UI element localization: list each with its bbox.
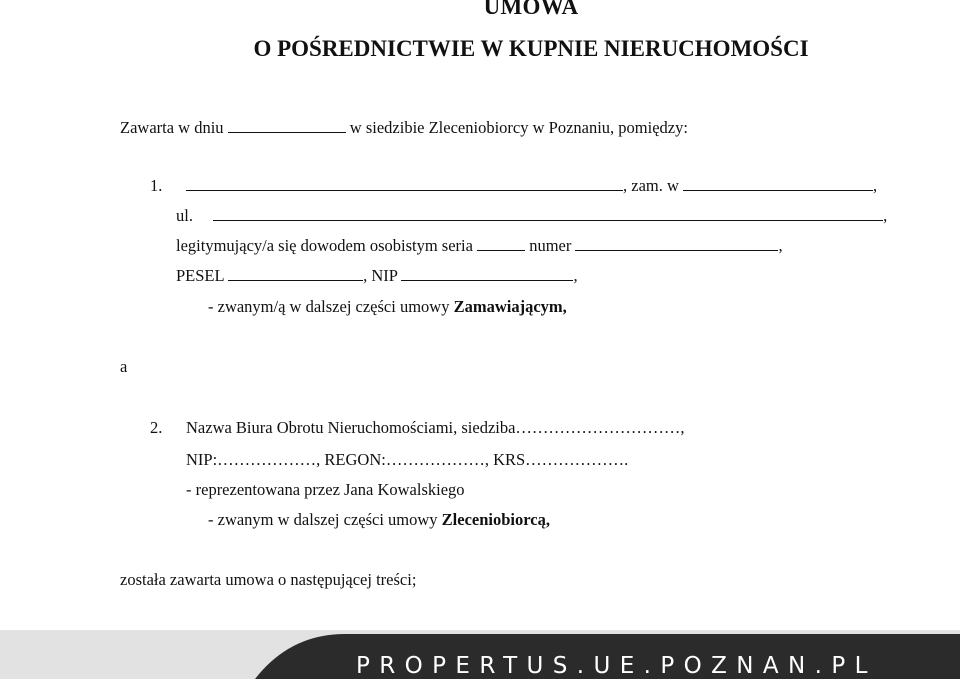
party1-pesel-line bbox=[176, 266, 578, 286]
id-number-blank bbox=[575, 237, 778, 251]
party2-number: 2. bbox=[150, 418, 163, 437]
id-prefix: legitymujący/a się dowodem osobistym seria bbox=[176, 236, 473, 255]
party1-name-line bbox=[186, 176, 877, 196]
party1-id-line bbox=[176, 236, 783, 256]
comma: , bbox=[573, 266, 578, 285]
document-title: UMOWA bbox=[483, 0, 579, 19]
party2-line3: - reprezentowana przez Jana Kowalskiego bbox=[186, 480, 465, 499]
intro-line bbox=[120, 118, 688, 138]
party2-line2: NIP:………………, REGON:………………, KRS………………. bbox=[186, 450, 629, 469]
comma: , bbox=[883, 206, 888, 225]
name-blank bbox=[186, 177, 623, 191]
ul-label: ul. bbox=[176, 206, 193, 225]
pesel-blank bbox=[228, 267, 363, 281]
role-name: Zamawiającym, bbox=[453, 297, 567, 316]
zam-label: , zam. w bbox=[623, 176, 679, 195]
closing-line: została zawarta umowa o następującej treści; bbox=[120, 570, 417, 589]
document-subtitle: O POŚREDNICTWIE W KUPNIE NIERUCHOMOŚCI bbox=[253, 36, 809, 61]
party1-street-line bbox=[176, 206, 887, 226]
pesel-label: PESEL bbox=[176, 266, 224, 285]
id-series-blank bbox=[477, 237, 525, 251]
numer-label: numer bbox=[529, 236, 572, 255]
role-prefix: - zwanym/ą w dalszej części umowy bbox=[208, 297, 450, 316]
role-name: Zleceniobiorcą, bbox=[441, 510, 550, 529]
nip-blank bbox=[401, 267, 573, 281]
footer-site-link[interactable]: PROPERTUS.UE.POZNAN.PL bbox=[356, 653, 877, 679]
party2-line1: Nazwa Biura Obrotu Nieruchomościami, siedziba…………………………, bbox=[186, 418, 685, 437]
conjunction: a bbox=[120, 357, 128, 376]
party1-role-line bbox=[208, 297, 567, 317]
intro-prefix: Zawarta w dniu bbox=[120, 118, 224, 137]
street-blank bbox=[213, 207, 883, 221]
party2-role-line bbox=[208, 510, 550, 530]
party1-number: 1. bbox=[150, 176, 163, 195]
intro-suffix: w siedzibie Zleceniobiorcy w Poznaniu, pomiędzy: bbox=[349, 118, 688, 137]
role-prefix: - zwanym w dalszej części umowy bbox=[208, 510, 438, 529]
city-blank bbox=[683, 177, 873, 191]
date-blank bbox=[228, 119, 346, 133]
comma: , bbox=[873, 176, 878, 195]
nip-label: , NIP bbox=[363, 266, 398, 285]
comma: , bbox=[778, 236, 783, 255]
